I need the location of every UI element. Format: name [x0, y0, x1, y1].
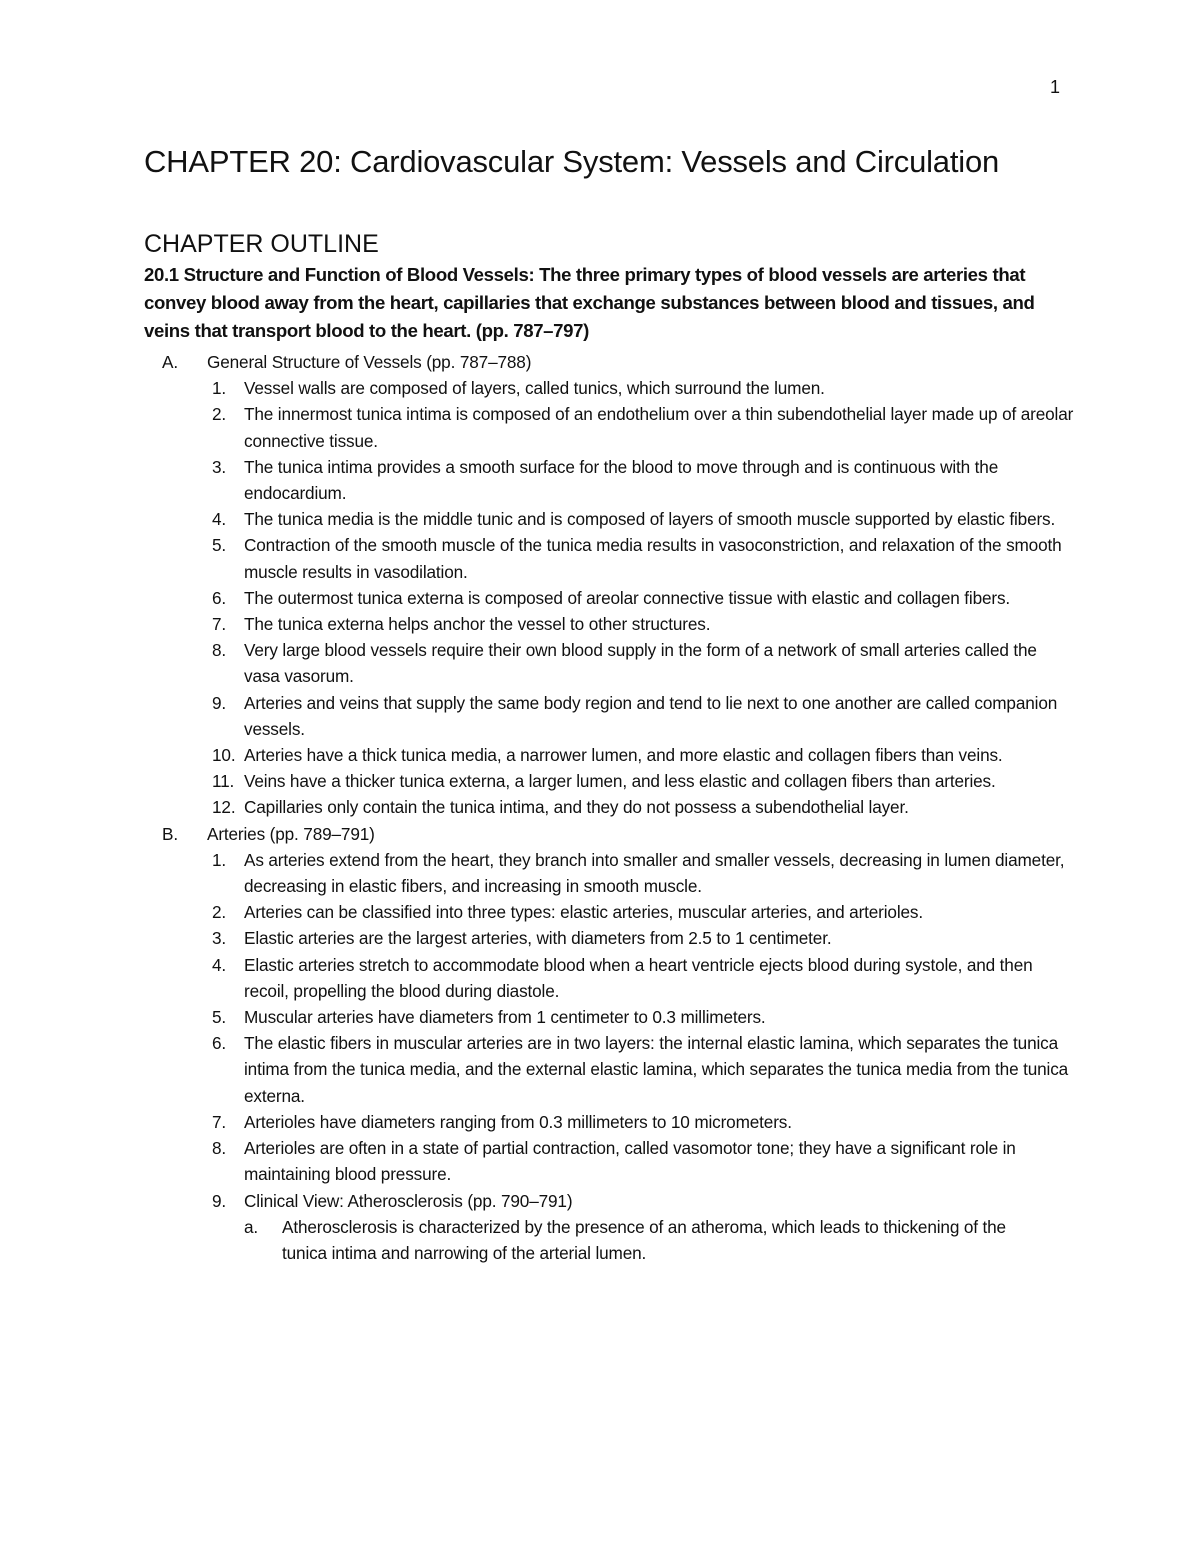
list-item-text: Elastic arteries stretch to accommodate blood when a heart ventricle ejects blood during systole, and then recoil, propelling the blood during diastole. — [244, 954, 1033, 1001]
list-item-text: The elastic fibers in muscular arteries are in two layers: the internal elastic lamina, which separates the tunica intima from the tunica media, and the external elastic lamina, which separates the tunica media from the tunica externa. — [244, 1033, 1069, 1106]
chapter-title: CHAPTER 20: Cardiovascular System: Vessels and Circulation — [144, 144, 1000, 179]
list-item — [0, 401, 1200, 453]
subsection-b-label: B. — [162, 823, 178, 844]
list-item-number: 7. — [212, 614, 227, 635]
list-item-number: 12. — [212, 797, 236, 818]
sub-list-item-text: Atherosclerosis is characterized by the presence of an atheroma, which leads to thickening of the tunica intima and narrowing of the arterial lumen. — [282, 1216, 1006, 1263]
list-item-number: 11. — [212, 771, 235, 792]
list-item-number: 5. — [212, 535, 227, 556]
list-item-text: Muscular arteries have diameters from 1 centimeter to 0.3 millimeters. — [244, 1007, 766, 1028]
list-item — [0, 611, 1200, 637]
list-item-text: The tunica media is the middle tunic and is composed of layers of smooth muscle supported by elastic fibers. — [244, 509, 1056, 530]
subsection-b-title: Arteries (pp. 789–791) — [207, 823, 375, 844]
page-number: 1 — [1049, 77, 1060, 97]
list-item-number: 1. — [212, 378, 227, 399]
list-item — [0, 1135, 1200, 1187]
list-item — [0, 1030, 1200, 1109]
list-item-text: Arterioles have diameters ranging from 0.3 millimeters to 10 micrometers. — [244, 1111, 792, 1132]
list-item-text: The tunica intima provides a smooth surface for the blood to move through and is continuous with the endocardium. — [244, 456, 999, 504]
list-item-text: The outermost tunica externa is composed of areolar connective tissue with elastic and collagen fibers. — [244, 587, 1011, 608]
list-item — [0, 899, 1200, 925]
list-item-number: 5. — [212, 1007, 227, 1028]
list-item-text: Capillaries only contain the tunica intima, and they do not possess a subendothelial layer. — [244, 797, 909, 818]
list-item-text: The innermost tunica intima is composed of an endothelium over a thin subendothelial layer made up of areolar connective tissue. — [244, 404, 1074, 451]
list-item-text: Arterioles are often in a state of partial contraction, called vasomotor tone; they have a significant role in maintaining blood pressure. — [244, 1138, 1016, 1185]
list-item-text: Very large blood vessels require their own blood supply in the form of a network of small arteries called the vasa vasorum. — [244, 640, 1037, 687]
list-item — [0, 952, 1200, 1004]
list-item — [0, 925, 1200, 951]
list-item — [0, 637, 1200, 689]
list-item-number: 7. — [212, 1111, 227, 1132]
list-item — [0, 1109, 1200, 1135]
list-item — [0, 532, 1200, 584]
list-item — [0, 1004, 1200, 1030]
list-item-text: Arteries have a thick tunica media, a narrower lumen, and more elastic and collagen fibers than veins. — [244, 745, 1003, 766]
list-item — [0, 1188, 1200, 1214]
subsection-a-title: General Structure of Vessels (pp. 787–788) — [207, 352, 532, 372]
list-item — [0, 506, 1200, 532]
list-item-text: Elastic arteries are the largest arteries, with diameters from 2.5 to 1 centimeter. — [244, 928, 832, 949]
list-item-text: Contraction of the smooth muscle of the tunica media results in vasoconstriction, and relaxation of the smooth muscle results in vasodilation. — [244, 535, 1062, 582]
list-item — [0, 794, 1200, 820]
list-item — [0, 742, 1200, 768]
subsection-a-heading — [0, 349, 1200, 375]
sub-list-item — [0, 1214, 1200, 1266]
list-item-number: 6. — [212, 1033, 227, 1054]
list-item-number: 4. — [212, 954, 227, 975]
list-item-number: 1. — [212, 849, 227, 870]
list-item — [0, 690, 1200, 742]
subsection-a-label: A. — [162, 352, 178, 372]
list-item-number: 6. — [212, 587, 227, 608]
list-item-number: 8. — [212, 1138, 227, 1159]
list-item-text: Vessel walls are composed of layers, called tunics, which surround the lumen. — [244, 378, 825, 399]
list-item-number: 8. — [212, 640, 227, 661]
list-item-text: As arteries extend from the heart, they branch into smaller and smaller vessels, decreasing in lumen diameter, decreasing in elastic fibers, and increasing in smooth muscle. — [244, 849, 1065, 897]
sub-list-item-letter: a. — [244, 1216, 259, 1237]
list-item — [0, 847, 1200, 899]
list-item-number: 4. — [212, 509, 227, 530]
subsection-b-heading — [0, 821, 1200, 847]
list-item-text: Arteries and veins that supply the same body region and tend to lie next to one another are called companion vessels. — [244, 692, 1058, 739]
list-item-text: Clinical View: Atherosclerosis (pp. 790–791) — [244, 1190, 573, 1211]
list-item — [0, 375, 1200, 401]
list-item — [0, 585, 1200, 611]
section-heading: 20.1 Structure and Function of Blood Vessels: The three primary types of blood vessels are arteries that convey blood away from the heart, capillaries that exchange substances between blood and tissues, and veins that transport blood to the heart. (pp. 787–797) — [144, 264, 1035, 341]
list-item-number: 9. — [212, 692, 227, 713]
list-item-number: 2. — [212, 902, 227, 923]
list-item-number: 3. — [212, 456, 227, 477]
list-item-number: 2. — [212, 404, 227, 425]
list-item-number: 10. — [212, 745, 236, 766]
list-item-text: Veins have a thicker tunica externa, a larger lumen, and less elastic and collagen fibers than arteries. — [244, 771, 996, 792]
list-item — [0, 768, 1200, 794]
list-item — [0, 454, 1200, 506]
list-item-text: The tunica externa helps anchor the vessel to other structures. — [244, 614, 711, 635]
outline-body — [0, 349, 1200, 1266]
list-item-text: Arteries can be classified into three types: elastic arteries, muscular arteries, and arterioles. — [244, 902, 923, 923]
list-item-number: 9. — [212, 1190, 227, 1211]
outline-heading: CHAPTER OUTLINE — [144, 230, 379, 258]
list-item-number: 3. — [212, 928, 227, 949]
